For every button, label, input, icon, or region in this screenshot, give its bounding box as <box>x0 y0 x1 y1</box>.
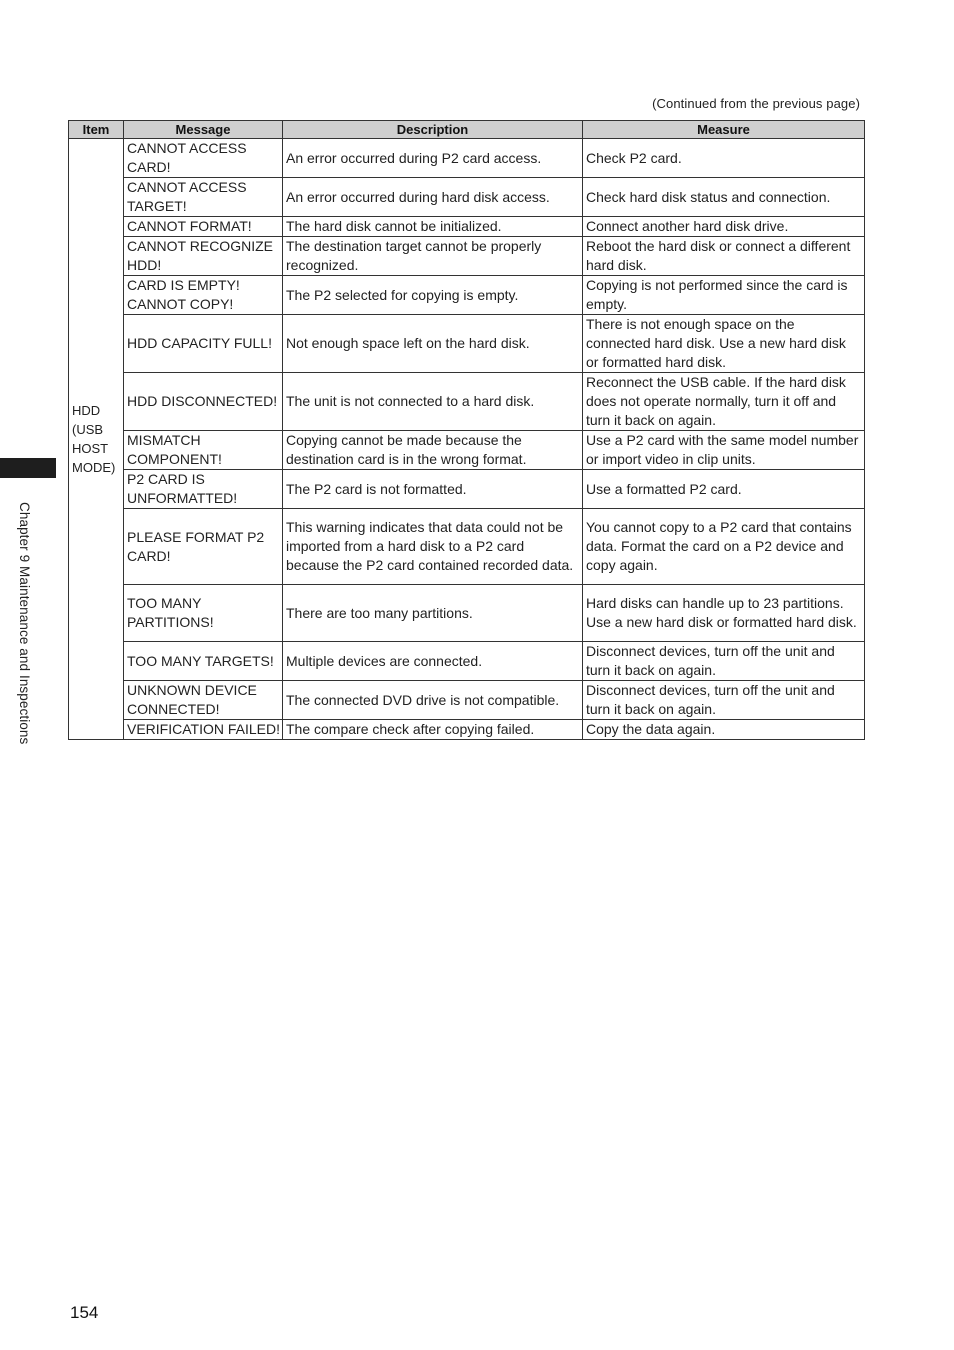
table-header-row <box>69 121 865 139</box>
description-cell: The P2 selected for copying is empty. <box>283 276 583 315</box>
table-row <box>69 509 865 585</box>
description-cell: Multiple devices are connected. <box>283 642 583 681</box>
description-cell: The destination target cannot be properly recognized. <box>283 237 583 276</box>
table-row <box>69 315 865 373</box>
measure-cell: Use a formatted P2 card. <box>583 470 865 509</box>
message-cell: HDD DISCONNECTED! <box>124 373 283 431</box>
table-row <box>69 642 865 681</box>
table-row <box>69 139 865 178</box>
page-number: 154 <box>70 1303 99 1322</box>
header-message: Message <box>124 121 283 139</box>
description-cell: An error occurred during P2 card access. <box>283 139 583 178</box>
measure-cell: Copy the data again. <box>583 720 865 740</box>
description-cell: Copying cannot be made because the destination card is in the wrong format. <box>283 431 583 470</box>
table-row <box>69 178 865 217</box>
header-item: Item <box>69 121 124 139</box>
message-cell: TOO MANY TARGETS! <box>124 642 283 681</box>
description-cell: There are too many partitions. <box>283 585 583 642</box>
description-cell: This warning indicates that data could not be imported from a hard disk to a P2 card because the P2 card contained recorded data. <box>283 509 583 585</box>
message-cell: CANNOT ACCESS TARGET! <box>124 178 283 217</box>
table-row <box>69 373 865 431</box>
message-cell: VERIFICATION FAILED! <box>124 720 283 740</box>
message-cell: PLEASE FORMAT P2 CARD! <box>124 509 283 585</box>
measure-cell: Connect another hard disk drive. <box>583 217 865 237</box>
message-cell: CARD IS EMPTY! CANNOT COPY! <box>124 276 283 315</box>
description-cell: The unit is not connected to a hard disk. <box>283 373 583 431</box>
measure-cell: Reboot the hard disk or connect a different hard disk. <box>583 237 865 276</box>
table-row <box>69 720 865 740</box>
description-cell: Not enough space left on the hard disk. <box>283 315 583 373</box>
description-cell: An error occurred during hard disk access. <box>283 178 583 217</box>
message-cell: P2 CARD IS UNFORMATTED! <box>124 470 283 509</box>
message-cell: CANNOT RECOGNIZE HDD! <box>124 237 283 276</box>
description-cell: The P2 card is not formatted. <box>283 470 583 509</box>
header-measure: Measure <box>583 121 865 139</box>
measure-cell: Disconnect devices, turn off the unit and turn it back on again. <box>583 681 865 720</box>
measure-cell: Hard disks can handle up to 23 partitions. Use a new hard disk or formatted hard disk. <box>583 585 865 642</box>
continued-note: (Continued from the previous page) <box>652 96 860 111</box>
measure-cell: Copying is not performed since the card is empty. <box>583 276 865 315</box>
measure-cell: There is not enough space on the connected hard disk. Use a new hard disk or formatted hard disk. <box>583 315 865 373</box>
table-row <box>69 217 865 237</box>
message-cell: HDD CAPACITY FULL! <box>124 315 283 373</box>
measure-cell: You cannot copy to a P2 card that contains data. Format the card on a P2 device and copy again. <box>583 509 865 585</box>
description-cell: The connected DVD drive is not compatible. <box>283 681 583 720</box>
measure-cell: Check hard disk status and connection. <box>583 178 865 217</box>
item-group-cell: HDD (USB HOST MODE) <box>69 139 124 740</box>
table-row <box>69 470 865 509</box>
message-cell: CANNOT FORMAT! <box>124 217 283 237</box>
measure-cell: Disconnect devices, turn off the unit and turn it back on again. <box>583 642 865 681</box>
chapter-side-label: Chapter 9 Maintenance and Inspections <box>17 502 32 745</box>
table-row <box>69 431 865 470</box>
message-cell: CANNOT ACCESS CARD! <box>124 139 283 178</box>
measure-cell: Use a P2 card with the same model number or import video in clip units. <box>583 431 865 470</box>
description-cell: The compare check after copying failed. <box>283 720 583 740</box>
measure-cell: Check P2 card. <box>583 139 865 178</box>
table-row <box>69 585 865 642</box>
description-cell: The hard disk cannot be initialized. <box>283 217 583 237</box>
header-description: Description <box>283 121 583 139</box>
table-row <box>69 681 865 720</box>
message-cell: MISMATCH COMPONENT! <box>124 431 283 470</box>
message-cell: UNKNOWN DEVICE CONNECTED! <box>124 681 283 720</box>
chapter-tab-marker <box>0 458 56 478</box>
message-cell: TOO MANY PARTITIONS! <box>124 585 283 642</box>
table-row <box>69 237 865 276</box>
error-message-table <box>68 120 865 740</box>
table-row <box>69 276 865 315</box>
measure-cell: Reconnect the USB cable. If the hard disk does not operate normally, turn it off and turn it back on again. <box>583 373 865 431</box>
